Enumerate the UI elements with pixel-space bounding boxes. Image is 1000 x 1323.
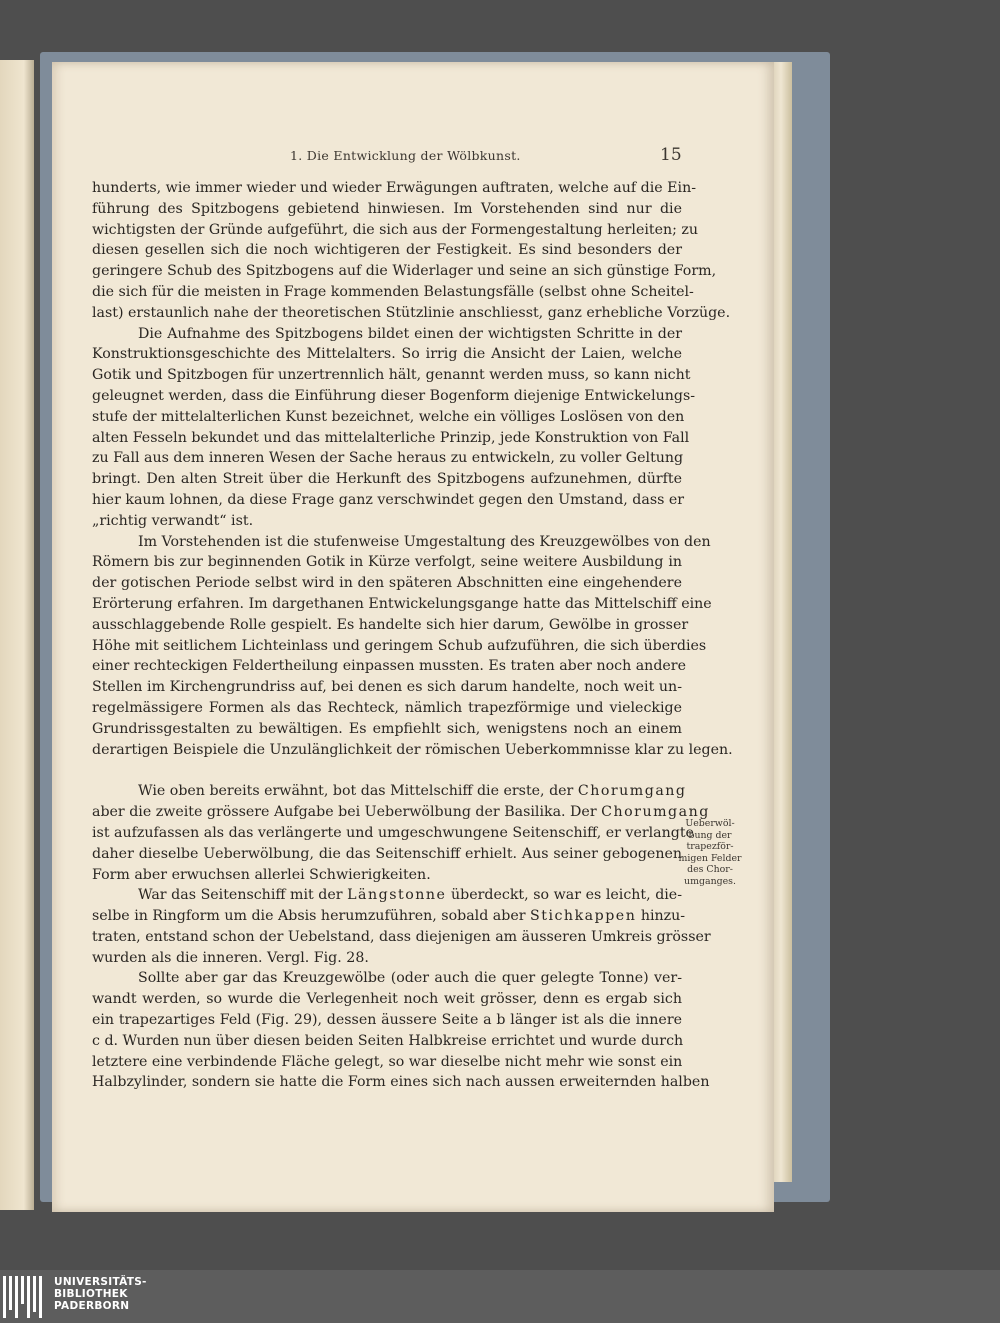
text-line: stufe der mittelalterlichen Kunst bezeichnet, welche ein völliges Loslösen von den bbox=[92, 408, 685, 425]
page-number: 15 bbox=[660, 145, 682, 165]
text-line: der gotischen Periode selbst wird in den späteren Abschnitten eine eingehendere bbox=[92, 575, 682, 592]
text-line: Stellen im Kirchengrundriss auf, bei denen es sich darum handelte, noch weit un- bbox=[92, 679, 682, 696]
text-line: Grundrissgestalten zu bewältigen. Es empfiehlt sich, wenigstens noch an einem bbox=[92, 720, 682, 737]
text-line: Die Aufnahme des Spitzbogens bildet einen der wichtigsten Schritte in der bbox=[138, 325, 682, 342]
text-line: selbe in Ringform um die Absis herumzuführen, sobald aber Stichkappen hinzu- bbox=[92, 908, 686, 925]
library-logo-text bbox=[54, 1276, 147, 1312]
text-line: Erörterung erfahren. Im dargethanen Entwickelungsgange hatte das Mittelschiff eine bbox=[92, 595, 712, 612]
text-line: wurden als die inneren. Vergl. Fig. 28. bbox=[92, 949, 369, 966]
running-head: 1. Die Entwicklung der Wölbkunst. bbox=[290, 148, 521, 163]
text-line: traten, entstand schon der Uebelstand, dass diejenigen am äusseren Umkreis grösser bbox=[92, 928, 711, 945]
text-line: Form aber erwuchsen allerlei Schwierigkeiten. bbox=[92, 866, 431, 883]
text-line: wichtigsten der Gründe aufgeführt, die sich aus der Formengestaltung herleiten; zu bbox=[92, 221, 699, 238]
text-line: Römern bis zur beginnenden Gotik in Kürze verfolgt, seine weitere Ausbildung in bbox=[92, 554, 682, 571]
text-line: Halbzylinder, sondern sie hatte die Form eines sich nach aussen erweiternden halben bbox=[92, 1074, 710, 1091]
facing-page-edge bbox=[0, 60, 34, 1210]
text-line: geringere Schub des Spitzbogens auf die Widerlager und seine an sich günstige Form, bbox=[92, 263, 717, 280]
library-logo-icon bbox=[3, 1276, 47, 1318]
spaced-term: Stichkappen bbox=[530, 908, 637, 925]
footer-bar bbox=[0, 1270, 1000, 1323]
margin-note-line: migen Felder bbox=[678, 852, 742, 864]
margin-note-line: des Chor- bbox=[687, 864, 733, 876]
text-line: Gotik und Spitzbogen für unzertrennlich hält, genannt werden muss, so kann nicht bbox=[92, 367, 691, 384]
text-line: letztere eine verbindende Fläche gelegt, so war dieselbe nicht mehr wie sonst ein bbox=[92, 1053, 683, 1070]
text-line: aber die zweite grössere Aufgabe bei Ueberwölbung der Basilika. Der Chorumgang bbox=[92, 804, 710, 821]
margin-note-line: Ueberwöl- bbox=[685, 818, 735, 829]
text-line: Konstruktionsgeschichte des Mittelalters. So irrig die Ansicht der Laien, welche bbox=[92, 346, 682, 363]
text-line: c d. Wurden nun über diesen beiden Seiten Halbkreise errichtet und wurde durch bbox=[92, 1032, 684, 1049]
margin-note-line: bung der bbox=[688, 829, 732, 841]
paragraph-gap bbox=[92, 760, 682, 781]
logo-line: UNIVERSITÄTS- bbox=[54, 1276, 147, 1288]
spaced-term: Chorumgang bbox=[577, 783, 687, 800]
spaced-term: Chorumgang bbox=[601, 804, 710, 821]
text-line: einer rechteckigen Feldertheilung einpassen mussten. Es traten aber noch andere bbox=[92, 658, 686, 675]
text-line: „richtig verwandt“ ist. bbox=[92, 512, 254, 529]
text-line: Höhe mit seitlichem Lichteinlass und geringem Schub aufzuführen, die sich überdies bbox=[92, 637, 707, 654]
text-line: diesen gesellen sich die noch wichtigeren der Festigkeit. Es sind besonders der bbox=[92, 242, 682, 259]
text-line: geleugnet werden, dass die Einführung dieser Bogenform diejenige Entwickelungs- bbox=[92, 387, 696, 404]
text-line: führung des Spitzbogens gebietend hinwiesen. Im Vorstehenden sind nur die bbox=[92, 200, 682, 217]
margin-note bbox=[676, 818, 744, 888]
text-line: Sollte aber gar das Kreuzgewölbe (oder auch die quer gelegte Tonne) ver- bbox=[138, 970, 682, 987]
text-line: ausschlaggebende Rolle gespielt. Es handelte sich hier darum, Gewölbe in grosser bbox=[92, 616, 689, 633]
text-line: alten Fesseln bekundet und das mittelalterliche Prinzip, jede Konstruktion von Fall bbox=[92, 429, 690, 446]
text-line: War das Seitenschiff mit der Längstonne überdeckt, so war es leicht, die- bbox=[138, 887, 683, 904]
text-line: hier kaum lohnen, da diese Frage ganz verschwindet gegen den Umstand, dass er bbox=[92, 491, 685, 508]
logo-line: PADERBORN bbox=[54, 1300, 130, 1312]
margin-note-line: umganges. bbox=[684, 875, 736, 887]
text-line: derartigen Beispiele die Unzulänglichkeit der römischen Ueberkommnisse klar zu legen. bbox=[92, 741, 733, 758]
text-line: bringt. Den alten Streit über die Herkunft des Spitzbogens aufzunehmen, dürfte bbox=[92, 471, 682, 488]
margin-note-line: trapezför- bbox=[686, 841, 734, 853]
text-line: ein trapezartiges Feld (Fig. 29), dessen äussere Seite a b länger ist als die innere bbox=[92, 1012, 682, 1029]
text-line: die sich für die meisten in Frage kommenden Belastungsfälle (selbst ohne Scheitel- bbox=[92, 283, 694, 300]
text-line: zu Fall aus dem inneren Wesen der Sache heraus zu entwickeln, zu voller Geltung bbox=[92, 450, 684, 467]
text-line: last) erstaunlich nahe der theoretischen Stützlinie anschliesst, ganz erhebliche Vorzüge. bbox=[92, 304, 731, 321]
text-line: ist aufzufassen als das verlängerte und umgeschwungene Seitenschiff, er verlangte bbox=[92, 824, 694, 841]
text-line: Im Vorstehenden ist die stufenweise Umgestaltung des Kreuzgewölbes von den bbox=[138, 533, 711, 550]
text-line: Wie oben bereits erwähnt, bot das Mittelschiff die erste, der Chorumgang bbox=[138, 783, 687, 800]
logo-line: BIBLIOTHEK bbox=[54, 1288, 128, 1300]
text-line: hunderts, wie immer wieder und wieder Erwägungen auftraten, welche auf die Ein- bbox=[92, 180, 696, 196]
spaced-term: Längstonne bbox=[347, 887, 447, 904]
text-line: regelmässigere Formen als das Rechteck, nämlich trapezförmige und vieleckige bbox=[92, 699, 682, 716]
text-line: wandt werden, so wurde die Verlegenheit noch weit grösser, denn es ergab sich bbox=[92, 991, 682, 1008]
text-line: daher dieselbe Ueberwölbung, die das Seitenschiff erhielt. Aus seiner gebogenen bbox=[92, 845, 682, 862]
